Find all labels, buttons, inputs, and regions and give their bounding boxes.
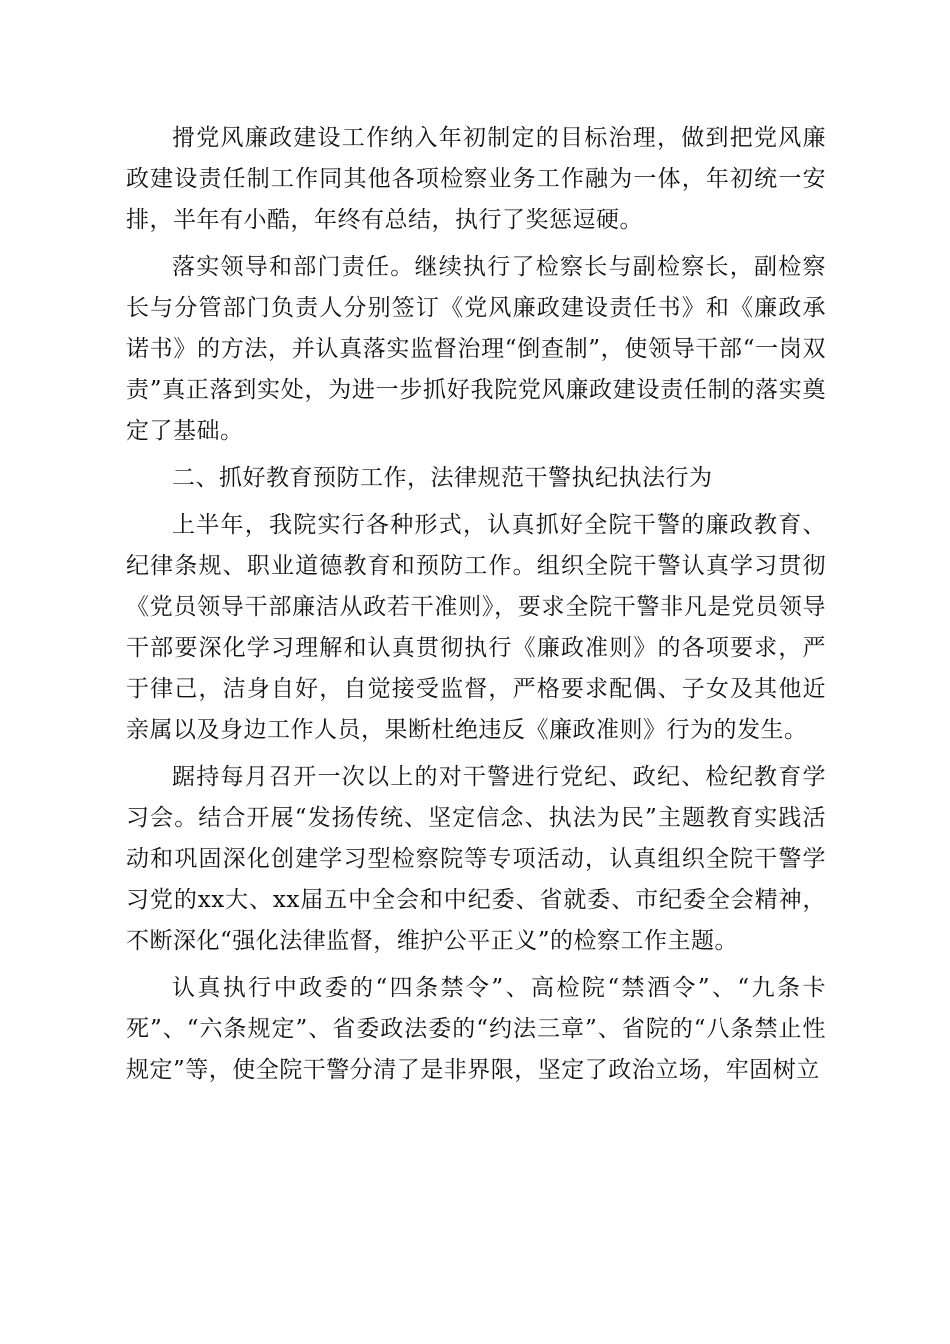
paragraph-target-management: 搰党风廉政建设工作纳入年初制定的目标治理，做到把党风廉政建设责任制工作同其他各项检察业务工作融为一体，年初统一安排，半年有小酷，年终有总结，执行了奖惩逗硬。 xyxy=(126,125,826,233)
paragraph-leadership-responsibility: 落实领导和部门责任。继续执行了检察长与副检察长，副检察长与分管部门负责人分别签订《党风廉政建设责任书》和《廉政承诺书》的方法，并认真落实监督治理“倒查制”，使领导干部“一岗双责”真正落到实处，为进一步抓好我院党风廉政建设责任制的落实奠定了基础。 xyxy=(126,254,826,444)
paragraph-monthly-meetings: 踞持每月召开一次以上的对干警进行党纪、政纪、检纪教育学习会。结合开展“发扬传统、坚定信念、执法为民”主题教育实践活动和巩固深化创建学习型检察院等专项活动，认真组织全院干警学习党的xx大、xx届五中全会和中纪委、省就委、市纪委全会精神，不断深化“强化法律监督，维护公平正义”的检察工作主题。 xyxy=(126,764,826,954)
paragraph-first-half-education: 上半年，我院实行各种形式，认真抓好全院干警的廉政教育、纪律条规、职业道德教育和预防工作。组织全院干警认真学习贯彻《党员领导干部廉洁从政若干准则》，要求全院干警非凡是党员领导干部要深化学习理解和认真贯彻执行《廉政准则》的各项要求，严于律己，洁身自好，自觉接受监督，严格要求配偶、子女及其他近亲属以及身边工作人员，果断杜绝违反《廉政准则》行为的发生。 xyxy=(126,512,826,743)
document-page xyxy=(126,118,826,1097)
paragraph-prohibitions: 认真执行中政委的“四条禁令”、高检院“禁酒令”、“九条卡死”、“六条规定”、省委政法委的“约法三章”、省院的“八条禁止性规定”等，使全院干警分清了是非界限，坚定了政治立场，牢固树立 xyxy=(126,975,826,1083)
section-heading-education-prevention: 二、抓好教育预防工作，法律规范干警执纪执法行为 xyxy=(172,465,713,491)
